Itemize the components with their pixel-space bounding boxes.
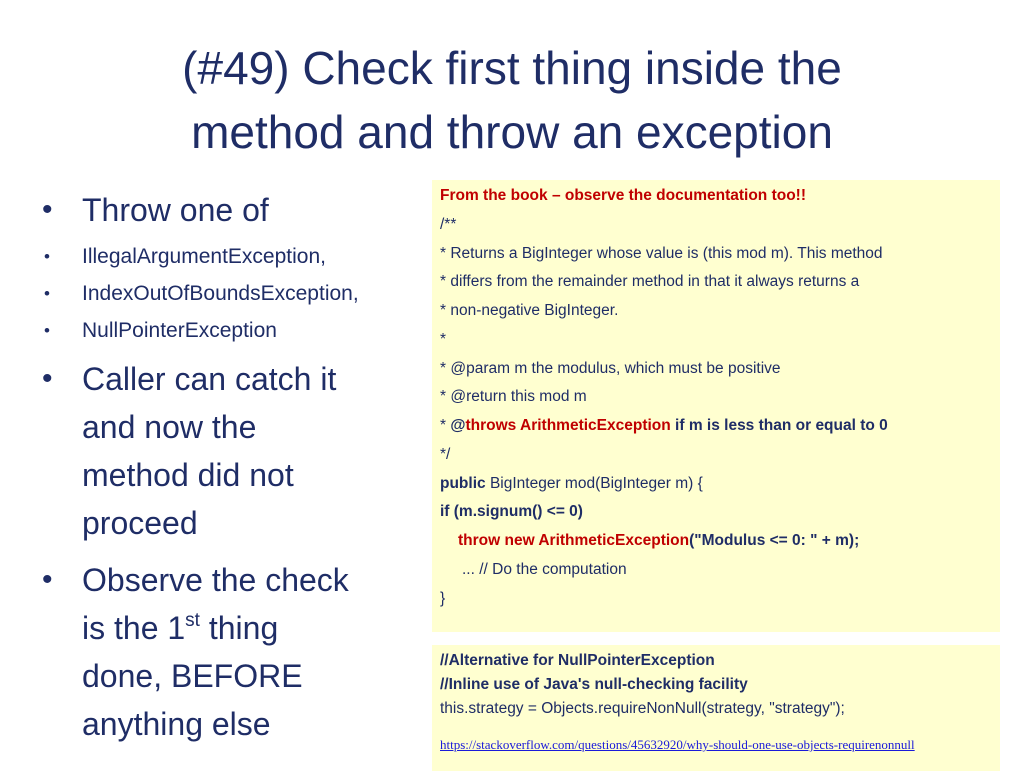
- code-line: *: [440, 330, 447, 348]
- stackoverflow-link[interactable]: https://stackoverflow.com/questions/45632920/why-should-one-use-objects-requirenonnull: [440, 737, 915, 752]
- bullet-dot: •: [42, 563, 53, 596]
- code-line: * @param m the modulus, which must be positive: [440, 359, 781, 377]
- bullet-text-line: method did not: [82, 457, 294, 493]
- code-line: * Returns a BigInteger whose value is (this mod m). This method: [440, 244, 883, 262]
- slide-title-line1: (#49) Check first thing inside the: [182, 42, 842, 94]
- bullet-list: [40, 186, 412, 748]
- code-line-throws: [440, 412, 992, 441]
- code-part: ("Modulus <= 0: " + m);: [689, 532, 860, 549]
- bullet-text: IndexOutOfBoundsException,: [82, 282, 359, 305]
- bullet-dot: •: [42, 193, 53, 226]
- bullet-caller-can-catch: [40, 355, 412, 547]
- bullet-text-part: is the 1: [82, 610, 186, 646]
- bullet-text-line: anything else: [82, 706, 271, 742]
- bullet-text: IllegalArgumentException,: [82, 245, 326, 268]
- bullet-text-part: thing: [199, 610, 279, 646]
- code-line: ... // Do the computation: [462, 560, 627, 578]
- bullet-text-line: Caller can catch it: [82, 361, 337, 397]
- code-part: *: [440, 417, 451, 434]
- code-line: * non-negative BigInteger.: [440, 302, 619, 319]
- code-line: if (m.signum() <= 0): [440, 503, 583, 521]
- code-part-highlight: throw new ArithmeticException: [458, 532, 690, 549]
- bullet-text-line: done, BEFORE: [82, 658, 303, 694]
- superscript-st: st: [185, 610, 200, 631]
- code-example-box: [432, 180, 1000, 632]
- bullet-text: Throw one of: [82, 192, 269, 228]
- alt-comment-line: //Inline use of Java's null-checking facility: [440, 676, 748, 693]
- alt-comment-line: //Alternative for NullPointerException: [440, 652, 715, 669]
- bullet-index-out-of-bounds: [40, 275, 412, 312]
- bullet-text-line: and now the: [82, 409, 257, 445]
- bullet-dot: •: [44, 321, 50, 340]
- bullet-text-line: [82, 604, 412, 652]
- bullet-dot: •: [42, 362, 53, 395]
- code-line: */: [440, 445, 451, 463]
- code-line: /**: [440, 215, 457, 233]
- slide-title-line2: method and throw an exception: [191, 106, 833, 158]
- code-line-signature: [440, 470, 992, 499]
- bullet-null-pointer: [40, 312, 412, 349]
- bullet-dot: •: [44, 284, 50, 303]
- code-line-throw: [440, 527, 992, 556]
- code-line: * differs from the remainder method in that it always returns a: [440, 273, 860, 291]
- bullet-dot: •: [44, 247, 50, 266]
- bullet-text-line: proceed: [82, 505, 198, 541]
- alt-code-line: this.strategy = Objects.requireNonNull(strategy, "strategy");: [440, 700, 845, 717]
- code-part-highlight: throws ArithmeticException: [465, 417, 671, 434]
- code-heading: From the book – observe the documentation too!!: [440, 187, 806, 204]
- code-line: * @return this mod m: [440, 388, 587, 406]
- code-part: BigInteger mod(BigInteger m) {: [485, 474, 703, 492]
- code-part: @: [450, 417, 466, 434]
- slide-title: [60, 36, 964, 164]
- bullet-throw-one-of: [40, 186, 412, 234]
- code-part: if m is less than or equal to 0: [670, 417, 888, 434]
- bullet-text: NullPointerException: [82, 319, 277, 342]
- bullet-illegal-argument: [40, 238, 412, 275]
- code-keyword: public: [440, 474, 486, 492]
- code-line: }: [440, 589, 446, 607]
- alternative-box: [432, 645, 1000, 771]
- bullet-observe-check: [40, 556, 412, 748]
- bullet-text-line: Observe the check: [82, 562, 349, 598]
